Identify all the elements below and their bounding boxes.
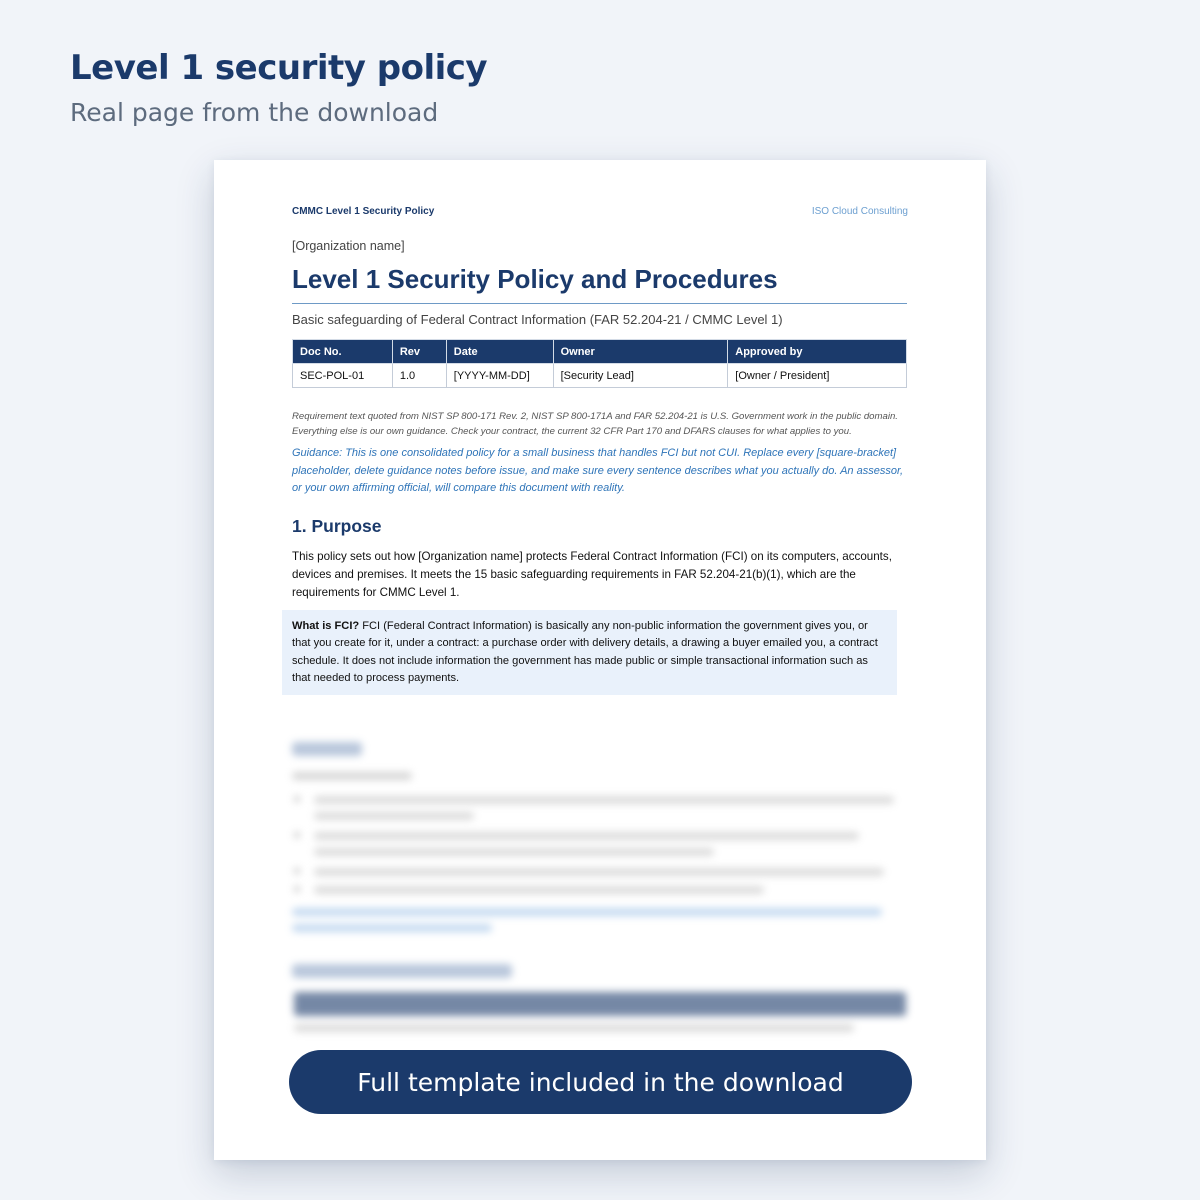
organization-name-placeholder: [Organization name] [292,239,405,253]
document-page-preview [214,160,986,1160]
owner-cell: [Security Lead] [553,364,728,388]
public-domain-note: Requirement text quoted from NIST SP 800-171 Rev. 2, NIST SP 800-171A and FAR 52.204-21 is U.S. Government work in the public domain. Everything else is our own guidance. Check your contract, the current 32 CFR Part 170 and DFARS clauses for what applies to you. [292,411,898,437]
table-header-rev: Rev [392,340,446,364]
document-running-header: CMMC Level 1 Security Policy [292,206,435,217]
download-template-button[interactable]: Full template included in the download [289,1050,912,1114]
fci-callout-box [282,610,897,695]
table-header-owner: Owner [553,340,728,364]
table-header-approved-by: Approved by [728,340,907,364]
section-heading-purpose: 1. Purpose [292,516,382,536]
doc-no-cell: SEC-POL-01 [293,364,393,388]
guidance-note: Guidance: This is one consolidated policy for a small business that handles FCI but not CUI. Replace every [square-bracket] placeholder, delete guidance notes before issue, and make sure every sentence describes what you actually do. An assessor, or your own affirming official, will compare this document with reality. [292,447,904,494]
document-company-name: ISO Cloud Consulting [811,206,908,217]
document-subtitle: Basic safeguarding of Federal Contract Information (FAR 52.204-21 / CMMC Level 1) [292,312,783,327]
approved-by-cell: [Owner / President] [728,364,907,388]
purpose-paragraph: This policy sets out how [Organization name] protects Federal Contract Information (FCI) on its computers, accounts, devices and premises. It meets the 15 basic safeguarding requirements in FAR 52.204-21(b)(1), which are the requirements for CMMC Level 1. [292,550,892,599]
date-cell: [YYYY-MM-DD] [446,364,553,388]
callout-text: FCI (Federal Contract Information) is basically any non-public information the government gives you, or that you create for it, under a contract: a purchase order with delivery details, a drawing a buyer emailed you, a contract schedule. It does not include information the government has made public or simple transactional information such as that needed to process payments. [292,620,878,684]
rev-cell: 1.0 [392,364,446,388]
callout-label: What is FCI? [292,620,360,632]
table-header-doc-no: Doc No. [293,340,393,364]
hero-subtitle: Real page from the download [70,98,439,127]
table-row [293,364,907,388]
table-header-row [293,340,907,364]
hero-title: Level 1 security policy [70,48,488,88]
document-control-table [292,339,907,388]
table-header-date: Date [446,340,553,364]
document-title: Level 1 Security Policy and Procedures [292,264,907,304]
